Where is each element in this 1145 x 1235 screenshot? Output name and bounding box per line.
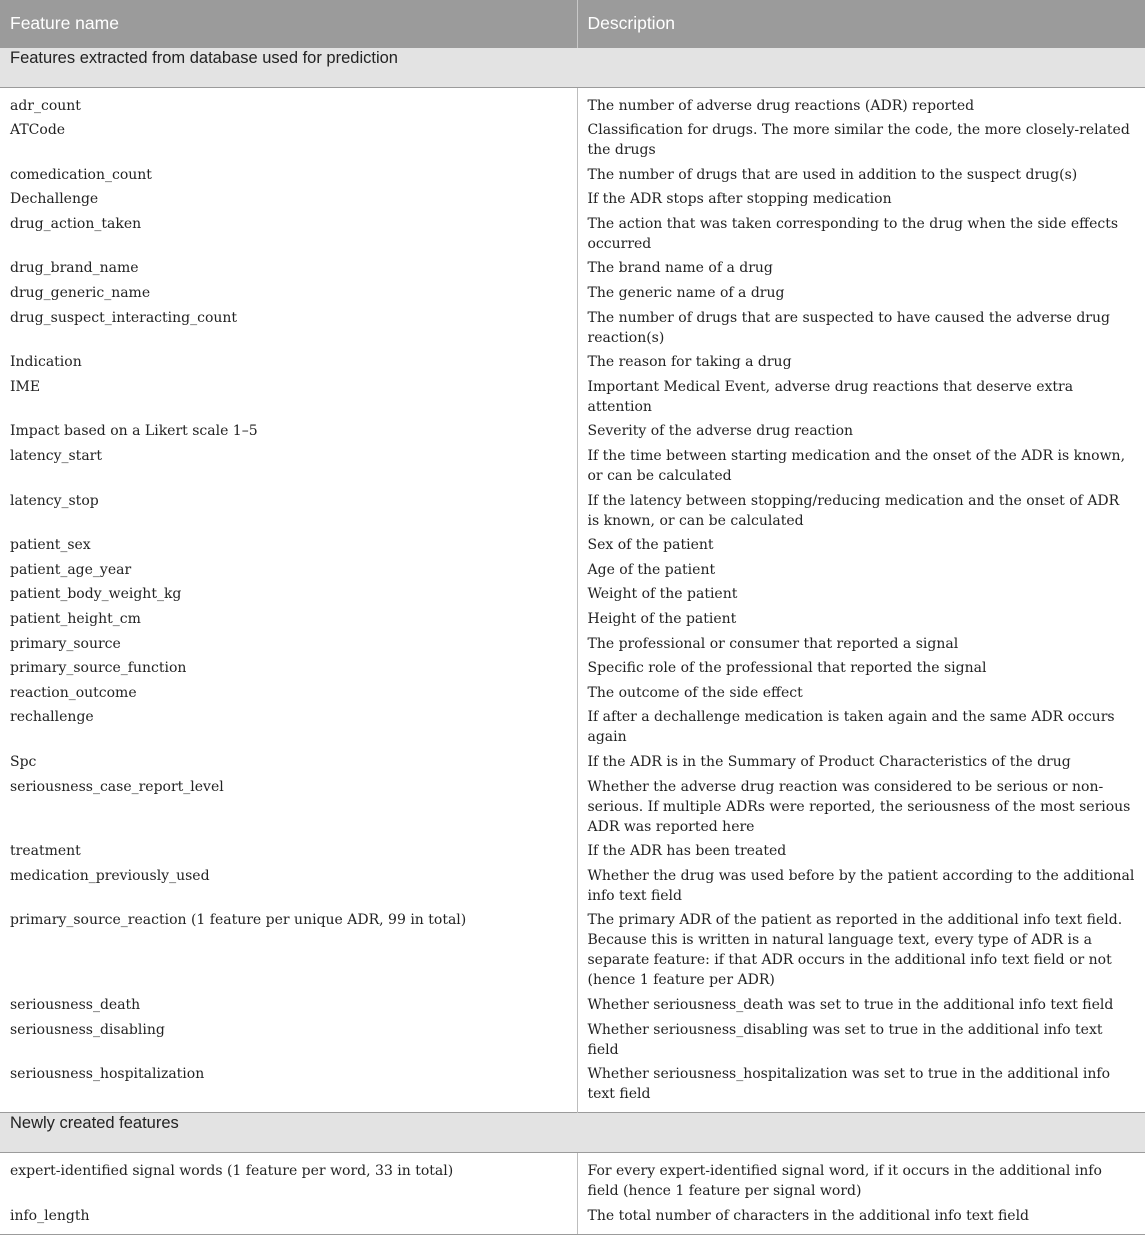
section-new-features <box>0 1113 1145 1235</box>
description-cell: Whether seriousness_disabling was set to true in the additional info text field <box>587 1021 1103 1058</box>
table-row <box>0 1153 1145 1204</box>
table-row <box>0 118 1145 163</box>
feature-name-cell: drug_brand_name <box>0 256 577 281</box>
description-cell: The number of drugs that are suspected to have caused the adverse drug reaction(s) <box>587 309 1110 346</box>
section-title: Features extracted from database used for prediction <box>0 47 1145 87</box>
table-row <box>0 187 1145 212</box>
feature-name-cell: treatment <box>0 839 577 864</box>
feature-name-cell: drug_suspect_interacting_count <box>0 306 577 351</box>
table-row <box>0 350 1145 375</box>
description-cell: If the ADR has been treated <box>587 843 787 860</box>
table-row <box>0 489 1145 534</box>
feature-name-cell: drug_generic_name <box>0 281 577 306</box>
feature-name-cell: comedication_count <box>0 163 577 188</box>
description-cell: The reason for taking a drug <box>587 354 792 371</box>
table-row <box>0 908 1145 993</box>
feature-name-cell: seriousness_disabling <box>0 1018 577 1063</box>
table-row <box>0 864 1145 909</box>
feature-name-cell: seriousness_death <box>0 993 577 1018</box>
table-row <box>0 256 1145 281</box>
table-row <box>0 607 1145 632</box>
description-cell: If the time between starting medication and the onset of the ADR is known, or can be calculated <box>587 448 1126 485</box>
feature-name-cell: primary_source <box>0 632 577 657</box>
description-cell: Whether the drug was used before by the patient according to the additional info text field <box>587 867 1135 904</box>
feature-name-cell: medication_previously_used <box>0 864 577 909</box>
description-cell: The action that was taken corresponding to the drug when the side effects occurred <box>587 215 1119 252</box>
feature-name-cell: seriousness_hospitalization <box>0 1062 577 1113</box>
feature-name-cell: latency_stop <box>0 489 577 534</box>
table-row <box>0 993 1145 1018</box>
table-row <box>0 632 1145 657</box>
table-row <box>0 163 1145 188</box>
table-row <box>0 1062 1145 1113</box>
feature-name-cell: drug_action_taken <box>0 212 577 257</box>
table-row <box>0 419 1145 444</box>
description-cell: If the latency between stopping/reducing medication and the onset of ADR is known, or can be calculated <box>587 492 1120 529</box>
description-cell: The number of drugs that are used in addition to the suspect drug(s) <box>587 166 1078 183</box>
feature-name-cell: reaction_outcome <box>0 681 577 706</box>
description-cell: If the ADR stops after stopping medication <box>587 191 892 208</box>
description-cell: Height of the patient <box>587 611 737 627</box>
column-header-description: Description <box>577 0 1145 47</box>
feature-name-cell: rechallenge <box>0 705 577 750</box>
table-row <box>0 681 1145 706</box>
feature-name-cell: seriousness_case_report_level <box>0 775 577 840</box>
table-row <box>0 533 1145 558</box>
table-row <box>0 375 1145 420</box>
feature-name-cell: Spc <box>0 750 577 775</box>
description-cell: Whether seriousness_hospitalization was set to true in the additional info text field <box>587 1066 1111 1103</box>
description-cell: The generic name of a drug <box>587 285 785 302</box>
feature-name-cell: adr_count <box>0 87 577 118</box>
table-row <box>0 87 1145 118</box>
description-cell: The total number of characters in the additional info text field <box>577 1204 1145 1235</box>
table-row <box>0 775 1145 840</box>
description-cell: The outcome of the side effect <box>587 684 803 701</box>
description-cell: Sex of the patient <box>587 537 714 554</box>
description-cell: The primary ADR of the patient as reported in the additional info text field. Because this is written in natural language text, every type of ADR is a separate feature: if that ADR occurs in the additional info text field or not (hence 1 feature per ADR) <box>587 912 1123 989</box>
description-cell: If the ADR is in the Summary of Product Characteristics of the drug <box>587 753 1071 770</box>
feature-name-cell: patient_height_cm <box>0 607 577 632</box>
table-row <box>0 1018 1145 1063</box>
feature-name-cell: Dechallenge <box>0 187 577 212</box>
feature-name-cell: patient_body_weight_kg <box>0 582 577 607</box>
table-row <box>0 444 1145 489</box>
description-cell: Weight of the patient <box>587 586 738 603</box>
feature-name-cell: Indication <box>0 350 577 375</box>
description-cell: Severity of the adverse drug reaction <box>587 423 854 440</box>
table-row <box>0 656 1145 681</box>
section-database-features <box>0 47 1145 1113</box>
description-cell: Whether seriousness_death was set to true in the additional info text field <box>587 996 1114 1013</box>
feature-name-cell: Impact based on a Likert scale 1–5 <box>0 419 577 444</box>
description-cell: The brand name of a drug <box>587 260 773 277</box>
description-cell: Specific role of the professional that reported the signal <box>587 660 987 677</box>
table-header <box>0 0 1145 47</box>
table-row <box>0 839 1145 864</box>
description-cell: Important Medical Event, adverse drug reactions that deserve extra attention <box>587 378 1074 415</box>
description-cell: Whether the adverse drug reaction was considered to be serious or non-serious. If multiple ADRs were reported, the seriousness of the most serious ADR was reported here <box>587 778 1131 835</box>
feature-name-cell: IME <box>0 375 577 420</box>
description-cell: Age of the patient <box>587 561 716 578</box>
feature-name-cell: ATCode <box>0 118 577 163</box>
description-cell: Classification for drugs. The more similar the code, the more closely-related the drugs <box>587 122 1130 159</box>
table-row <box>0 750 1145 775</box>
table-row <box>0 306 1145 351</box>
description-cell: The number of adverse drug reactions (ADR) reported <box>587 97 975 114</box>
feature-name-cell: expert-identified signal words (1 feature per word, 33 in total) <box>0 1153 577 1204</box>
table-row <box>0 705 1145 750</box>
description-cell: The professional or consumer that reported a signal <box>587 635 959 652</box>
table-row <box>0 281 1145 306</box>
feature-name-cell: patient_sex <box>0 533 577 558</box>
table-row <box>0 582 1145 607</box>
feature-name-cell: patient_age_year <box>0 558 577 583</box>
section-title: Newly created features <box>0 1113 1145 1153</box>
feature-name-cell: info_length <box>0 1204 577 1235</box>
table-row <box>0 212 1145 257</box>
column-header-feature-name: Feature name <box>0 0 577 47</box>
table-row <box>0 558 1145 583</box>
feature-name-cell: primary_source_function <box>0 656 577 681</box>
feature-name-cell: latency_start <box>0 444 577 489</box>
table-row <box>0 1204 1145 1235</box>
description-cell: If after a dechallenge medication is taken again and the same ADR occurs again <box>587 709 1115 746</box>
description-cell: For every expert-identified signal word, if it occurs in the additional info field (hence 1 feature per signal word) <box>587 1163 1102 1200</box>
feature-name-cell: primary_source_reaction (1 feature per unique ADR, 99 in total) <box>0 908 577 993</box>
